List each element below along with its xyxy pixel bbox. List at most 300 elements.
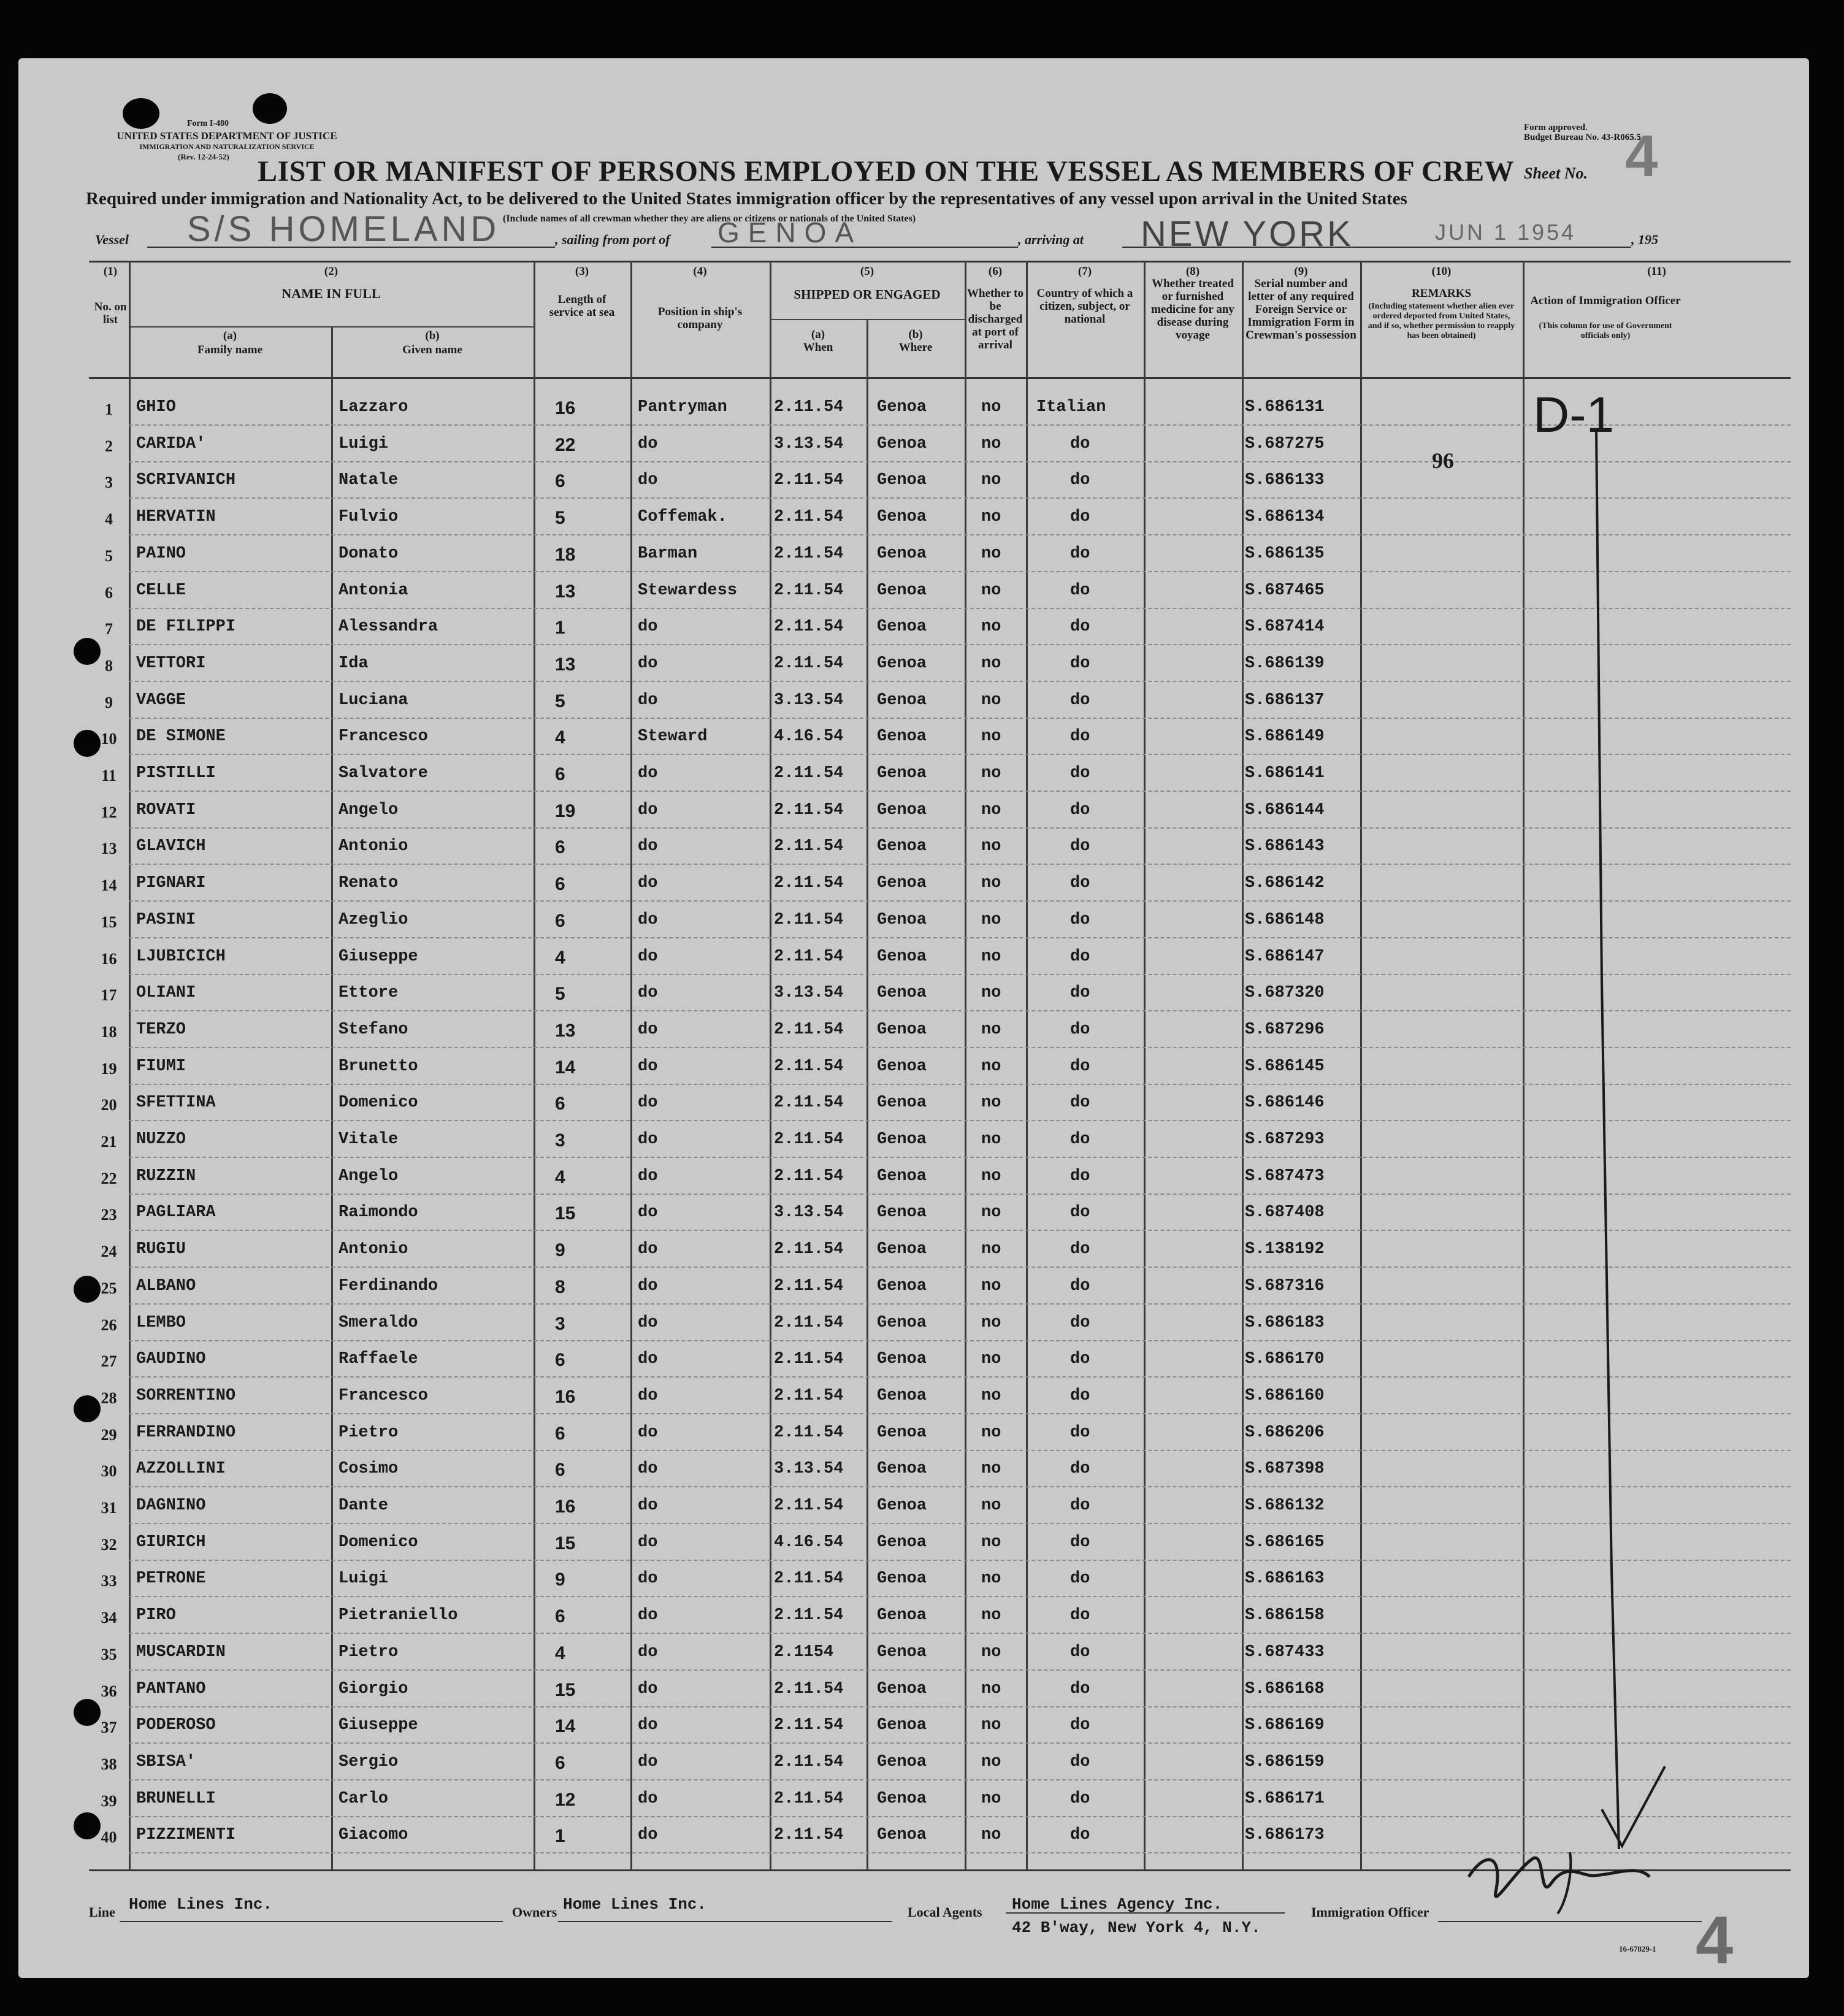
serial-number-cell: S.686169 — [1245, 1716, 1325, 1735]
row-number: 18 — [101, 1022, 117, 1041]
serial-number-cell: S.687293 — [1245, 1130, 1325, 1149]
given-name-cell: Domenico — [339, 1094, 418, 1113]
serial-number-cell: S.686160 — [1245, 1386, 1325, 1405]
family-name-cell: GIURICH — [136, 1533, 206, 1552]
col9-number: (9) — [1294, 265, 1308, 278]
shipped-when-cell: 2.11.54 — [774, 1606, 844, 1625]
col2a-letter: (a) — [223, 329, 237, 342]
row-number: 14 — [101, 876, 117, 895]
position-cell: do — [638, 1350, 658, 1369]
row-number: 32 — [101, 1535, 117, 1554]
service-length-cell: 5 — [555, 691, 565, 711]
country-cell: do — [1070, 910, 1090, 929]
serial-number-cell: S.686139 — [1245, 654, 1325, 673]
given-name-cell: Giacomo — [339, 1826, 408, 1845]
family-name-cell: MUSCARDIN — [136, 1642, 226, 1661]
family-name-cell: CARIDA' — [136, 434, 206, 453]
service-length-cell: 4 — [555, 727, 565, 748]
serial-number-cell: S.686149 — [1245, 727, 1325, 746]
given-name-cell: Giuseppe — [339, 947, 418, 966]
shipped-when-cell: 2.11.54 — [774, 1167, 844, 1186]
shipped-when-cell: 2.11.54 — [774, 1752, 844, 1771]
col1-number: (1) — [103, 265, 118, 278]
position-cell: Coffemak. — [638, 508, 727, 527]
sheet-number: 4 — [1625, 123, 1658, 189]
family-name-cell: SCRIVANICH — [136, 471, 236, 490]
given-name-cell: Renato — [339, 874, 399, 893]
shipped-where-cell: Genoa — [877, 1497, 927, 1515]
col-header-remarks: REMARKS — [1411, 287, 1472, 300]
service-length-cell: 1 — [555, 618, 565, 638]
row-number: 30 — [101, 1462, 117, 1481]
row-number: 26 — [101, 1316, 117, 1334]
service-length-cell: 13 — [555, 654, 576, 675]
country-cell: do — [1070, 691, 1090, 710]
service-length-cell: 6 — [555, 1460, 565, 1481]
line-underline — [120, 1921, 503, 1922]
family-name-cell: NUZZO — [136, 1130, 186, 1149]
sailing-label: , sailing from port of — [555, 232, 670, 247]
row-number: 4 — [105, 510, 113, 529]
position-cell: do — [638, 1423, 658, 1442]
family-name-cell: PISTILLI — [136, 764, 216, 783]
shipped-when-cell: 4.16.54 — [774, 1533, 844, 1552]
service-length-cell: 22 — [555, 434, 576, 455]
position-cell: do — [638, 471, 658, 490]
serial-number-cell: S.687433 — [1245, 1642, 1325, 1661]
serial-number-cell: S.687473 — [1245, 1167, 1325, 1186]
country-cell: do — [1070, 434, 1090, 453]
signature-flourish — [1558, 1852, 1570, 1914]
family-name-cell: AZZOLLINI — [136, 1460, 226, 1479]
country-cell: do — [1070, 874, 1090, 893]
given-name-cell: Antonio — [339, 837, 408, 856]
row-number: 37 — [101, 1719, 117, 1737]
shipped-where-cell: Genoa — [877, 947, 927, 966]
country-cell: do — [1070, 1167, 1090, 1186]
serial-number-cell: S.686133 — [1245, 471, 1325, 490]
serial-number-cell: S.686132 — [1245, 1497, 1325, 1515]
col-header-where: Where — [898, 341, 933, 354]
discharge-cell: no — [981, 508, 1001, 527]
col-header-when: When — [803, 341, 833, 354]
row-number: 36 — [101, 1682, 117, 1700]
discharge-cell: no — [981, 1460, 1001, 1479]
shipped-when-cell: 2.11.54 — [774, 398, 844, 416]
shipped-when-cell: 3.13.54 — [774, 984, 844, 1003]
shipped-when-cell: 2.11.54 — [774, 654, 844, 673]
service-length-cell: 16 — [555, 1497, 576, 1517]
country-cell: do — [1070, 1240, 1090, 1259]
col5b-letter: (b) — [908, 328, 923, 341]
row-number: 19 — [101, 1059, 117, 1078]
family-name-cell: TERZO — [136, 1020, 186, 1039]
country-cell: do — [1070, 1460, 1090, 1479]
shipped-where-cell: Genoa — [877, 1752, 927, 1771]
position-cell: do — [638, 1203, 658, 1222]
family-name-cell: FERRANDINO — [136, 1423, 236, 1442]
vessel-name: S/S HOMELAND — [187, 209, 500, 249]
service-length-cell: 6 — [555, 1752, 565, 1773]
discharge-cell: no — [981, 618, 1001, 637]
service-length-cell: 13 — [555, 581, 576, 602]
service-length-cell: 6 — [555, 910, 565, 931]
row-number: 13 — [101, 840, 117, 858]
discharge-cell: no — [981, 1240, 1001, 1259]
shipped-where-cell: Genoa — [877, 984, 927, 1003]
shipped-where-cell: Genoa — [877, 1240, 927, 1259]
serial-number-cell: S.686131 — [1245, 398, 1325, 416]
given-name-cell: Pietro — [339, 1642, 399, 1661]
serial-number-cell: S.687316 — [1245, 1276, 1325, 1295]
shipped-when-cell: 2.11.54 — [774, 508, 844, 527]
shipped-where-cell: Genoa — [877, 1276, 927, 1295]
position-cell: do — [638, 1386, 658, 1405]
position-cell: do — [638, 654, 658, 673]
discharge-cell: no — [981, 1826, 1001, 1845]
col-header-action: Action of Immigration Officer — [1530, 294, 1681, 307]
country-cell: do — [1070, 1020, 1090, 1039]
shipped-when-cell: 2.11.54 — [774, 1789, 844, 1808]
row-number: 2 — [105, 437, 113, 455]
position-cell: do — [638, 910, 658, 929]
service-length-cell: 4 — [555, 1167, 565, 1187]
shipped-where-cell: Genoa — [877, 837, 927, 856]
discharge-cell: no — [981, 1130, 1001, 1149]
given-name-cell: Carlo — [339, 1789, 389, 1808]
col2-number: (2) — [324, 265, 339, 278]
service-length-cell: 6 — [555, 1606, 565, 1627]
shipped-where-cell: Genoa — [877, 1606, 927, 1625]
row-number: 38 — [101, 1755, 117, 1773]
shipped-where-cell: Genoa — [877, 1826, 927, 1845]
discharge-cell: no — [981, 837, 1001, 856]
position-cell: do — [638, 1094, 658, 1113]
agents-address: 42 B'way, New York 4, N.Y. — [1012, 1918, 1261, 1937]
line-value: Home Lines Inc. — [129, 1895, 273, 1914]
position-cell: do — [638, 434, 658, 453]
col-header-given-name: Given name — [402, 343, 462, 356]
budget-bureau-number: Budget Bureau No. 43-R065.5. — [1524, 132, 1643, 142]
col4-number: (4) — [693, 265, 707, 278]
vessel-label: Vessel — [95, 232, 129, 247]
discharge-cell: no — [981, 1386, 1001, 1405]
position-cell: do — [638, 1642, 658, 1661]
position-cell: do — [638, 1569, 658, 1589]
shipped-when-cell: 2.11.54 — [774, 581, 844, 600]
family-name-cell: GLAVICH — [136, 837, 206, 856]
position-cell: do — [638, 800, 658, 819]
col-header-shipped: SHIPPED OR ENGAGED — [794, 287, 941, 302]
discharge-cell: no — [981, 1642, 1001, 1661]
given-name-cell: Luigi — [339, 434, 389, 453]
shipped-where-cell: Genoa — [877, 1020, 927, 1039]
country-cell: do — [1070, 1533, 1090, 1552]
family-name-cell: DE SIMONE — [136, 727, 226, 746]
position-cell: do — [638, 764, 658, 783]
family-name-cell: GHIO — [136, 398, 176, 416]
position-cell: do — [638, 1020, 658, 1039]
serial-number-cell: S.686170 — [1245, 1350, 1325, 1369]
discharge-cell: no — [981, 1789, 1001, 1808]
shipped-when-cell: 2.11.54 — [774, 1240, 844, 1259]
row-number: 27 — [101, 1352, 117, 1371]
shipped-where-cell: Genoa — [877, 398, 927, 416]
discharge-cell: no — [981, 910, 1001, 929]
family-name-cell: RUZZIN — [136, 1167, 196, 1186]
service-length-cell: 9 — [555, 1240, 565, 1261]
row-number: 5 — [105, 546, 113, 565]
row-number: 17 — [101, 986, 117, 1005]
discharge-cell: no — [981, 1276, 1001, 1295]
discharge-cell: no — [981, 398, 1001, 416]
shipped-where-cell: Genoa — [877, 434, 927, 453]
family-name-cell: ROVATI — [136, 800, 196, 819]
shipped-when-cell: 2.11.54 — [774, 1716, 844, 1735]
position-cell: do — [638, 874, 658, 893]
discharge-cell: no — [981, 1569, 1001, 1589]
position-cell: do — [638, 1497, 658, 1515]
country-cell: do — [1070, 837, 1090, 856]
corner-page-number: 4 — [1696, 1903, 1734, 1978]
col-header-name: NAME IN FULL — [281, 286, 381, 301]
row-number: 28 — [101, 1389, 117, 1407]
given-name-cell: Azeglio — [339, 910, 408, 929]
country-cell: do — [1070, 1497, 1090, 1515]
family-name-cell: HERVATIN — [136, 508, 216, 527]
col6-number: (6) — [988, 265, 1003, 278]
given-name-cell: Raffaele — [339, 1350, 418, 1369]
row-number: 15 — [101, 913, 117, 931]
position-cell: Barman — [638, 544, 698, 563]
shipped-when-cell: 2.11.54 — [774, 1094, 844, 1113]
position-cell: do — [638, 1826, 658, 1845]
serial-number-cell: S.138192 — [1245, 1240, 1325, 1259]
family-name-cell: PANTANO — [136, 1679, 206, 1698]
given-name-cell: Raimondo — [339, 1203, 418, 1222]
year-suffix: , 195 — [1631, 232, 1658, 247]
serial-number-cell: S.687296 — [1245, 1020, 1325, 1039]
family-name-cell: PIGNARI — [136, 874, 206, 893]
position-cell: do — [638, 618, 658, 637]
service-length-cell: 6 — [555, 471, 565, 492]
shipped-when-cell: 2.11.54 — [774, 947, 844, 966]
service-length-cell: 18 — [555, 544, 576, 565]
given-name-cell: Luigi — [339, 1569, 389, 1589]
shipped-where-cell: Genoa — [877, 1716, 927, 1735]
position-cell: do — [638, 947, 658, 966]
serial-number-cell: S.686145 — [1245, 1057, 1325, 1076]
col-header-no-on-list: No. on list — [94, 301, 127, 326]
col2b-letter: (b) — [425, 329, 440, 342]
service-length-cell: 13 — [555, 1020, 576, 1041]
given-name-cell: Angelo — [339, 800, 399, 819]
family-name-cell: VAGGE — [136, 691, 186, 710]
service-line: IMMIGRATION AND NATURALIZATION SERVICE — [139, 142, 315, 151]
serial-number-cell: S.686168 — [1245, 1679, 1325, 1698]
row-number: 20 — [101, 1096, 117, 1114]
service-length-cell: 9 — [555, 1569, 565, 1590]
shipped-where-cell: Genoa — [877, 1167, 927, 1186]
serial-number-cell: S.686171 — [1245, 1789, 1325, 1808]
shipped-when-cell: 2.11.54 — [774, 1497, 844, 1515]
shipped-where-cell: Genoa — [877, 910, 927, 929]
service-length-cell: 16 — [555, 398, 576, 418]
col10-number: (10) — [1431, 265, 1452, 278]
shipped-where-cell: Genoa — [877, 764, 927, 783]
discharge-cell: no — [981, 1350, 1001, 1369]
shipped-when-cell: 2.11.54 — [774, 1350, 844, 1369]
shipped-where-cell: Genoa — [877, 1533, 927, 1552]
family-name-cell: ALBANO — [136, 1276, 196, 1295]
country-cell: do — [1070, 1569, 1090, 1589]
serial-number-cell: S.686137 — [1245, 691, 1325, 710]
discharge-cell: no — [981, 1606, 1001, 1625]
discharge-cell: no — [981, 1020, 1001, 1039]
country-cell: do — [1070, 1423, 1090, 1442]
col-header-serial: Serial number and letter of any required Foreign Service or Immigration Form in Crewman's possession — [1245, 277, 1356, 342]
owners-underline — [558, 1921, 892, 1922]
discharge-cell: no — [981, 764, 1001, 783]
family-name-cell: PAINO — [136, 544, 186, 563]
family-name-cell: DAGNINO — [136, 1497, 206, 1515]
given-name-cell: Giuseppe — [339, 1716, 418, 1735]
country-cell: do — [1070, 1130, 1090, 1149]
service-length-cell: 12 — [555, 1789, 576, 1810]
row-number: 6 — [105, 583, 113, 602]
shipped-where-cell: Genoa — [877, 1130, 927, 1149]
shipped-where-cell: Genoa — [877, 654, 927, 673]
country-cell: do — [1070, 471, 1090, 490]
service-length-cell: 15 — [555, 1203, 576, 1224]
department-line: UNITED STATES DEPARTMENT OF JUSTICE — [117, 130, 337, 142]
family-name-cell: GAUDINO — [136, 1350, 206, 1369]
shipped-when-cell: 2.11.54 — [774, 618, 844, 637]
position-cell: do — [638, 1716, 658, 1735]
col8-number: (8) — [1185, 265, 1200, 278]
owners-label: Owners — [512, 1904, 557, 1920]
position-cell: do — [638, 984, 658, 1003]
serial-number-cell: S.687320 — [1245, 984, 1325, 1003]
serial-number-cell: S.686163 — [1245, 1569, 1325, 1589]
shipped-where-cell: Genoa — [877, 800, 927, 819]
country-cell: do — [1070, 618, 1090, 637]
country-cell: do — [1070, 947, 1090, 966]
country-cell: do — [1070, 508, 1090, 527]
row-number: 24 — [101, 1243, 117, 1261]
col-header-family-name: Family name — [197, 343, 263, 356]
action-arrow-line — [1596, 429, 1619, 1849]
family-name-cell: DE FILIPPI — [136, 618, 236, 637]
officer-underline — [1438, 1921, 1702, 1922]
family-name-cell: PODEROSO — [136, 1716, 216, 1735]
serial-number-cell: S.686142 — [1245, 874, 1325, 893]
discharge-cell: no — [981, 654, 1001, 673]
row-number: 3 — [105, 473, 113, 492]
col3-number: (3) — [575, 265, 589, 278]
discharge-cell: no — [981, 1679, 1001, 1698]
service-length-cell: 6 — [555, 837, 565, 858]
family-name-cell: BRUNELLI — [136, 1789, 216, 1808]
position-cell: do — [638, 837, 658, 856]
row-number: 11 — [101, 767, 117, 784]
shipped-where-cell: Genoa — [877, 727, 927, 746]
agents-underline — [1006, 1912, 1285, 1914]
row-number: 23 — [101, 1206, 117, 1224]
col-header-discharge: Whether to be discharged at port of arrival — [967, 287, 1023, 351]
shipped-when-cell: 4.16.54 — [774, 727, 844, 746]
col-header-medicine: Whether treated or furnished medicine for any disease during voyage — [1151, 277, 1234, 342]
col-header-remarks-note: (Including statement whether alien ever ordered deported from United States, and if so, whether permission to reapply has been obtained) — [1368, 302, 1515, 340]
position-cell: do — [638, 691, 658, 710]
family-name-cell: LEMBO — [136, 1313, 186, 1332]
form-approval: Form approved. — [1524, 123, 1588, 132]
serial-number-cell: S.687465 — [1245, 581, 1325, 600]
shipped-when-cell: 2.1154 — [774, 1642, 834, 1661]
discharge-cell: no — [981, 1094, 1001, 1113]
country-cell: do — [1070, 1350, 1090, 1369]
position-cell: do — [638, 1240, 658, 1259]
agents-value: Home Lines Agency Inc. — [1012, 1895, 1223, 1914]
remark-96: 96 — [1432, 448, 1454, 473]
col7-number: (7) — [1077, 265, 1092, 278]
discharge-cell: no — [981, 1752, 1001, 1771]
action-mark: D-1 — [1533, 387, 1615, 443]
family-name-cell: PETRONE — [136, 1569, 206, 1589]
shipped-when-cell: 2.11.54 — [774, 764, 844, 783]
service-length-cell: 3 — [555, 1130, 565, 1151]
serial-number-cell: S.686143 — [1245, 837, 1325, 856]
discharge-cell: no — [981, 1423, 1001, 1442]
row-number: 1 — [105, 401, 113, 418]
shipped-when-cell: 2.11.54 — [774, 910, 844, 929]
col5a-letter: (a) — [811, 328, 825, 341]
family-name-cell: VETTORI — [136, 654, 206, 673]
serial-number-cell: S.686144 — [1245, 800, 1325, 819]
service-length-cell: 6 — [555, 1094, 565, 1114]
family-name-cell: CELLE — [136, 581, 186, 600]
shipped-where-cell: Genoa — [877, 1386, 927, 1405]
discharge-cell: no — [981, 874, 1001, 893]
family-name-cell: PIZZIMENTI — [136, 1826, 236, 1845]
shipped-where-cell: Genoa — [877, 1460, 927, 1479]
shipped-when-cell: 2.11.54 — [774, 1423, 844, 1442]
position-cell: do — [638, 1313, 658, 1332]
family-name-cell: PIRO — [136, 1606, 176, 1625]
serial-number-cell: S.686141 — [1245, 764, 1325, 783]
service-length-cell: 14 — [555, 1057, 576, 1078]
shipped-where-cell: Genoa — [877, 618, 927, 637]
serial-number-cell: S.686147 — [1245, 947, 1325, 966]
service-length-cell: 6 — [555, 874, 565, 895]
shipped-where-cell: Genoa — [877, 544, 927, 563]
shipped-where-cell: Genoa — [877, 581, 927, 600]
service-length-cell: 19 — [555, 800, 576, 821]
row-number: 7 — [105, 620, 113, 638]
service-length-cell: 16 — [555, 1386, 576, 1407]
serial-number-cell: S.686134 — [1245, 508, 1325, 527]
position-cell: do — [638, 1533, 658, 1552]
given-name-cell: Vitale — [339, 1130, 399, 1149]
row-number: 25 — [101, 1279, 117, 1297]
given-name-cell: Fulvio — [339, 508, 399, 527]
row-number: 33 — [101, 1572, 117, 1590]
shipped-where-cell: Genoa — [877, 508, 927, 527]
service-length-cell: 3 — [555, 1313, 565, 1334]
row-number: 40 — [101, 1828, 117, 1847]
row-number: 35 — [101, 1645, 117, 1663]
shipped-when-cell: 2.11.54 — [774, 837, 844, 856]
